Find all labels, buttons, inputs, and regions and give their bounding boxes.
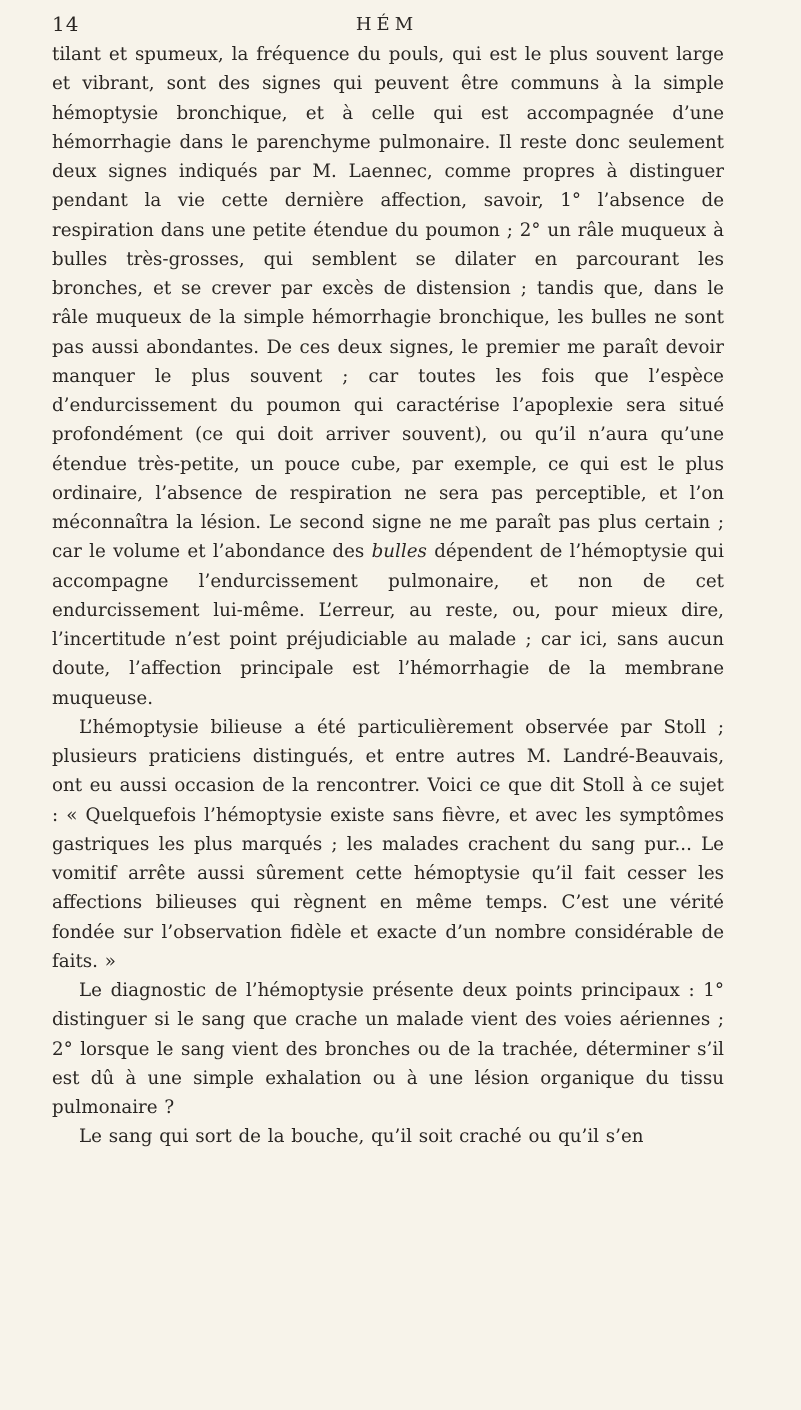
- paragraph-1-continuation: dépendent de l’hémoptysie qui accompagne l’endurcissement pulmonaire, et non de cet endurcissement lui-même. L’erreur, au reste, ou, pour mieux dire, l’incertitude n’est point préjudiciable au malade ; car ici, sans aucun doute, l’affection principale est l’hémorrhagie de la membrane muqueuse.: [52, 541, 724, 709]
- paragraph-1: [52, 40, 724, 713]
- running-head: HÉM: [355, 14, 419, 35]
- paragraph-3: Le diagnostic de l’hémoptysie présente deux points principaux : 1° distinguer si le sang que crache un malade vient des voies aériennes ; 2° lorsque le sang vient des bronches ou de la trachée, déterminer s’il est dû à une simple exhalation ou à une lésion organique du tissu pulmonaire ?: [52, 980, 724, 1118]
- paragraph-4: Le sang qui sort de la bouche, qu’il soit craché ou qu’il s’en: [79, 1126, 644, 1148]
- body-text: [52, 40, 724, 1400]
- page-number: 14: [52, 12, 80, 36]
- paragraph-1-text: tilant et spumeux, la fréquence du pouls, qui est le plus souvent large et vibrant, sont des signes qui peuvent être communs à la simple hémoptysie bronchique, et à celle qui est accompagnée d’une hémorrhagie dans le parenchyme pulmonaire. Il reste donc seulement deux signes indiqués par M. Laennec, comme propres à distinguer pendant la vie cette dernière affection, savoir, 1° l’absence de respiration dans une petite étendue du poumon ; 2° un râle muqueux à bulles très-grosses, qui semblent se dilater en parcourant les bronches, et se crever par excès de distension ; tandis que, dans le râle muqueux de la simple hémorrhagie bronchique, les bulles ne sont pas aussi abondantes. De ces deux signes, le premier me paraît devoir manquer le plus souvent ; car toutes les fois que l’espèce d’endurcissement du poumon qui caractérise l’apoplexie sera situé profondément (ce qui doit arriver souvent), ou qu’il n’aura qu’une étendue très-petite, un pouce cube, par exemple, ce qui est le plus ordinaire, l’absence de respiration ne sera pas perceptible, et l’on méconnaîtra la lésion. Le second signe ne me paraît pas plus certain ; car le volume et l’abondance des: [52, 44, 724, 563]
- paragraph-1-italic-term: bulles: [371, 541, 427, 563]
- page-header: [52, 12, 722, 40]
- paragraph-2: L’hémoptysie bilieuse a été particulièrement observée par Stoll ; plusieurs praticiens distingués, et entre autres M. Landré-Beauvais, ont eu aussi occasion de la rencontrer. Voici ce que dit Stoll à ce sujet : « Quelquefois l’hémoptysie existe sans fièvre, et avec les symptômes gastriques les plus marqués ; les malades crachent du sang pur... Le vomitif arrête aussi sûrement cette hémoptysie qu’il fait cesser les affections bilieuses qui règnent en même temps. C’est une vérité fondée sur l’observation fidèle et exacte d’un nombre considérable de faits. »: [52, 716, 724, 972]
